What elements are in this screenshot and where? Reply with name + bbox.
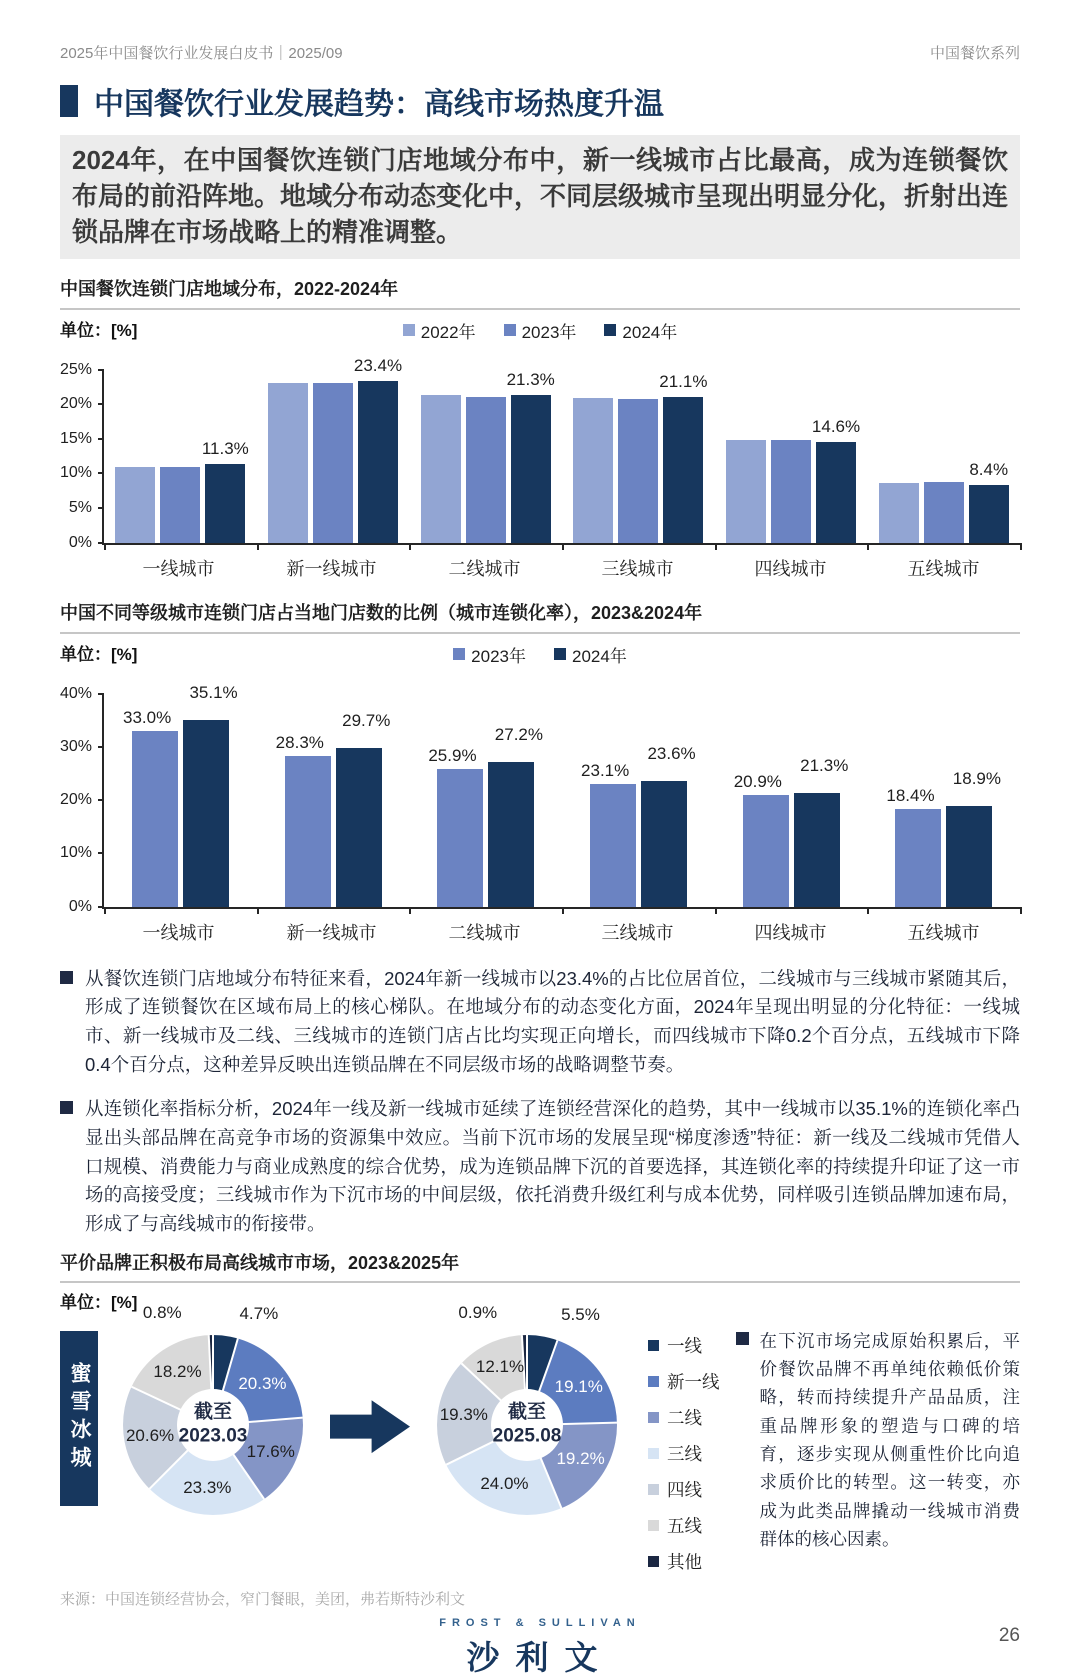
x-axis-tick-mark bbox=[104, 907, 106, 914]
pie-slice-label: 5.5% bbox=[561, 1304, 600, 1324]
legend-swatch bbox=[453, 648, 465, 660]
chart2-unit-label: 单位：[%] bbox=[60, 644, 138, 664]
legend-item bbox=[453, 642, 526, 667]
category-label: 新一线城市 bbox=[286, 922, 377, 943]
bar-value-label: 8.4% bbox=[969, 459, 1009, 479]
legend-swatch bbox=[648, 1484, 659, 1495]
bar-value-label: 25.9% bbox=[428, 745, 477, 765]
y-axis-tick-label: 5% bbox=[68, 499, 92, 517]
bar-value-label: 21.1% bbox=[659, 371, 708, 391]
bar-2023年-三线城市 bbox=[618, 399, 658, 542]
x-axis-tick-mark bbox=[409, 543, 411, 550]
pie-slice-label: 18.2% bbox=[153, 1361, 202, 1381]
bar-2022年-新一线城市 bbox=[268, 383, 308, 542]
x-axis-tick-mark bbox=[562, 907, 564, 914]
chart2-unit-row bbox=[60, 640, 1020, 666]
side-note-text: 在下沉市场完成原始积累后，平价餐饮品牌不再单纯依赖低价策略，转而持续提升产品品质，注重品牌形象的塑造与口碑的培育，逐步实现从侧重性价比向追求质价比的转型。这一转变，亦成为此类品牌撬动一线城市消费群体的核心因素。 bbox=[759, 1330, 1020, 1550]
bar-2024年-四线城市 bbox=[811, 416, 861, 543]
y-axis-tick-mark bbox=[98, 403, 104, 405]
legend-item-四线 bbox=[648, 1477, 720, 1502]
bar-group bbox=[715, 694, 868, 907]
donut-center-line: 截至 bbox=[507, 1400, 546, 1422]
category-label: 二线城市 bbox=[448, 922, 521, 943]
bullet-item bbox=[60, 965, 1020, 1080]
x-axis-tick-mark bbox=[1020, 543, 1022, 550]
x-axis-tick-mark bbox=[409, 907, 411, 914]
chart2 bbox=[59, 682, 1020, 915]
bar-value-label: 28.3% bbox=[275, 732, 324, 752]
bar-value-label: 21.3% bbox=[506, 370, 555, 390]
bar-value-label: 23.4% bbox=[353, 355, 403, 375]
bar-2023年-五线城市 bbox=[886, 785, 941, 907]
y-axis-tick-mark bbox=[98, 852, 104, 854]
divider bbox=[60, 632, 1020, 634]
bar-group bbox=[409, 370, 562, 543]
legend-item bbox=[403, 318, 476, 343]
y-axis-tick-mark bbox=[98, 472, 104, 474]
bar-value-label: 18.4% bbox=[886, 785, 935, 805]
bar-value-label: 23.1% bbox=[581, 760, 630, 780]
bar-value-label: 20.9% bbox=[733, 772, 782, 792]
page-header bbox=[60, 42, 1020, 63]
category-label: 二线城市 bbox=[448, 558, 521, 579]
legend-swatch bbox=[504, 324, 516, 336]
bar-group bbox=[104, 682, 257, 907]
bar-2024年-五线城市 bbox=[946, 768, 1002, 907]
legend-item-一线 bbox=[648, 1333, 720, 1358]
bullet-item bbox=[60, 1095, 1020, 1238]
legend-label: 新一线 bbox=[667, 1371, 720, 1392]
donut-center-line: 2023.03 bbox=[178, 1425, 248, 1447]
y-axis-tick-label: 0% bbox=[68, 897, 92, 915]
y-axis-tick-label: 20% bbox=[59, 791, 92, 809]
bar-2024年-四线城市 bbox=[794, 756, 849, 906]
chart3-title: 平价品牌正积极布局高线城市市场，2023&2025年 bbox=[60, 1252, 460, 1273]
bar-2024年-五线城市 bbox=[969, 459, 1009, 543]
legend-swatch bbox=[403, 324, 415, 336]
legend-item bbox=[554, 642, 627, 667]
bar-2022年-三线城市 bbox=[573, 398, 613, 543]
bar-2023年-二线城市 bbox=[428, 745, 483, 907]
bar-2024年-新一线城市 bbox=[353, 355, 403, 543]
category-label: 一线城市 bbox=[142, 558, 215, 579]
bar-group bbox=[867, 370, 1020, 543]
chart1-legend bbox=[60, 318, 1020, 343]
category-label: 新一线城市 bbox=[286, 558, 377, 579]
chart2-category-axis bbox=[102, 919, 1020, 945]
legend-item bbox=[504, 318, 577, 343]
x-axis-tick-mark bbox=[562, 543, 564, 550]
x-axis-tick-mark bbox=[715, 907, 717, 914]
bar-group bbox=[257, 355, 410, 543]
bar-2023年-二线城市 bbox=[466, 397, 506, 543]
category-label: 一线城市 bbox=[142, 922, 215, 943]
legend-swatch bbox=[648, 1520, 659, 1531]
analysis-bullets bbox=[60, 965, 1020, 1239]
divider bbox=[60, 1281, 1020, 1283]
legend-label: 2024年 bbox=[622, 322, 678, 342]
y-axis-tick-label: 10% bbox=[59, 464, 92, 482]
category-label: 五线城市 bbox=[907, 922, 980, 943]
bar-2024年-二线城市 bbox=[488, 724, 543, 907]
chart1-title: 中国餐饮连锁门店地域分布，2022-2024年 bbox=[60, 278, 399, 299]
legend-label: 2023年 bbox=[521, 322, 577, 342]
brand-sidebar: 蜜雪冰城 bbox=[60, 1331, 98, 1506]
donut-center-line: 截至 bbox=[193, 1400, 232, 1422]
x-axis-tick-mark bbox=[257, 543, 259, 550]
x-axis-tick-mark bbox=[867, 543, 869, 550]
chart3-unit-label: 单位：[%] bbox=[60, 1292, 138, 1312]
pie-slice-label: 4.7% bbox=[239, 1304, 279, 1324]
y-axis-tick-mark bbox=[98, 369, 104, 371]
bullet-square-icon bbox=[60, 971, 73, 984]
legend-label: 二线 bbox=[667, 1407, 702, 1428]
legend-swatch bbox=[648, 1412, 659, 1423]
source-line: 来源：中国连锁经营协会，窄门餐眼，美团，弗若斯特沙利文 bbox=[60, 1590, 466, 1608]
chart1-unit-label: 单位：[%] bbox=[60, 320, 138, 340]
legend-label: 2024年 bbox=[572, 646, 627, 666]
pie-slice-label: 23.3% bbox=[183, 1478, 232, 1498]
y-axis-tick-label: 25% bbox=[59, 360, 92, 378]
chart1-category-axis bbox=[102, 555, 1020, 581]
bullet-text: 从连锁化率指标分析，2024年一线及新一线城市延续了连锁经营深化的趋势，其中一线城市以35.1%的连锁化率凸显出头部品牌在高竞争市场的资源集中效应。当前下沉市场的发展呈现“梯度渗透”特征：新一线及二线城市凭借人口规模、消费能力与商业成熟度的综合优势，成为连锁品牌下沉的首要选择，其连锁化率的持续提升印证了这一市场的高接受度；三线城市作为下沉市场的中间层级，依托消费升级红利与成本优势，同样吸引连锁品牌加速布局，形成了与高线城市的衔接带。 bbox=[85, 1098, 1020, 1234]
x-axis-tick-mark bbox=[257, 907, 259, 914]
y-axis-tick-mark bbox=[98, 438, 104, 440]
pie-slice-label: 12.1% bbox=[475, 1356, 525, 1376]
category-label: 四线城市 bbox=[754, 922, 827, 943]
legend-label: 2023年 bbox=[471, 646, 526, 666]
bar-2024年-一线城市 bbox=[183, 682, 238, 907]
legend-swatch bbox=[554, 648, 566, 660]
bullet-square-icon bbox=[60, 1101, 73, 1114]
pie-slice-label: 19.2% bbox=[556, 1449, 605, 1469]
donut-center-line: 2025.08 bbox=[492, 1425, 562, 1447]
pie-slice-label: 24.0% bbox=[480, 1474, 529, 1494]
legend-label: 一线 bbox=[667, 1335, 702, 1356]
bar-group bbox=[867, 694, 1020, 907]
bar-2023年-五线城市 bbox=[924, 482, 964, 543]
bar-2024年-一线城市 bbox=[201, 439, 249, 542]
pie-slice-label: 20.3% bbox=[238, 1374, 287, 1394]
bar-2024年-二线城市 bbox=[506, 370, 555, 542]
x-axis-tick-mark bbox=[867, 907, 869, 914]
bar-value-label: 29.7% bbox=[342, 711, 391, 731]
bar-2024年-三线城市 bbox=[641, 743, 696, 907]
chart1-plot-area bbox=[59, 355, 1020, 551]
page-footer bbox=[60, 1617, 1020, 1679]
pie-slice-label: 0.9% bbox=[458, 1303, 498, 1323]
legend-swatch bbox=[648, 1340, 659, 1351]
intro-highlight: 2024年，在中国餐饮连锁门店地域分布中，新一线城市占比最高，成为连锁餐饮布局的前沿阵地。地域分布动态变化中，不同层级城市呈现出明显分化，折射出连锁品牌在市场战略上的精准调整。 bbox=[60, 135, 1020, 259]
chart1 bbox=[59, 355, 1020, 551]
bar-group bbox=[562, 370, 715, 543]
bar-2024年-三线城市 bbox=[659, 371, 708, 543]
donut-2025 bbox=[412, 1303, 642, 1531]
legend-label: 2022年 bbox=[420, 322, 476, 342]
bar-2024年-新一线城市 bbox=[336, 711, 391, 906]
y-axis-tick-label: 10% bbox=[59, 844, 92, 862]
legend-swatch bbox=[648, 1556, 659, 1567]
legend-label: 五线 bbox=[667, 1515, 702, 1536]
pie-slice-label: 19.3% bbox=[439, 1405, 488, 1425]
x-axis-tick-mark bbox=[715, 543, 717, 550]
legend-item-五线 bbox=[648, 1513, 720, 1538]
bar-2023年-三线城市 bbox=[581, 760, 636, 907]
legend-item-其他 bbox=[648, 1549, 720, 1574]
divider bbox=[60, 308, 1020, 310]
donut-center-label bbox=[493, 1400, 562, 1449]
frost-sullivan-logo: FROST & SULLIVAN bbox=[439, 1616, 641, 1629]
bullet-square-icon bbox=[736, 1332, 749, 1345]
title-marker bbox=[60, 85, 78, 117]
bar-value-label: 11.3% bbox=[201, 439, 249, 459]
chart2-legend bbox=[60, 642, 1020, 667]
bar-value-label: 35.1% bbox=[189, 682, 238, 702]
header-right-text: 中国餐饮系列 bbox=[929, 45, 1020, 62]
chart1-unit-row bbox=[60, 316, 1020, 342]
bar-value-label: 27.2% bbox=[494, 724, 543, 744]
y-axis-tick-label: 30% bbox=[59, 737, 92, 755]
bar-2023年-四线城市 bbox=[771, 440, 811, 542]
donut-2023 bbox=[98, 1303, 328, 1531]
chart3 bbox=[60, 1303, 1020, 1574]
y-axis-tick-label: 20% bbox=[59, 395, 92, 413]
bar-value-label: 23.6% bbox=[647, 743, 696, 763]
bar-value-label: 18.9% bbox=[952, 768, 1002, 788]
legend-item-三线 bbox=[648, 1441, 720, 1466]
y-axis-tick-mark bbox=[98, 799, 104, 801]
bar-value-label: 21.3% bbox=[800, 756, 849, 776]
bar-group bbox=[257, 694, 410, 907]
page-number: 26 bbox=[998, 1624, 1020, 1646]
x-axis-tick-mark bbox=[104, 543, 106, 550]
y-axis-tick-mark bbox=[98, 693, 104, 695]
chart3-legend bbox=[648, 1333, 720, 1574]
bullet-text: 从餐饮连锁门店地域分布特征来看，2024年新一线城市以23.4%的占比位居首位，二线城市与三线城市紧随其后，形成了连锁餐饮在区域布局上的核心梯队。在地域分布的动态变化方面，2024年呈现出明显的分化特征：一线城市、新一线城市及二线、三线城市的连锁门店占比均实现正向增长，而四线城市下降0.2个百分点，五线城市下降0.4个百分点，这种差异反映出连锁品牌在不同层级市场的战略调整节奏。 bbox=[85, 967, 1020, 1075]
bar-2022年-四线城市 bbox=[726, 440, 766, 543]
category-label: 三线城市 bbox=[601, 922, 674, 943]
legend-swatch bbox=[604, 324, 616, 336]
legend-label: 三线 bbox=[667, 1443, 702, 1464]
bar-group bbox=[562, 694, 715, 907]
donut-center-label bbox=[179, 1400, 248, 1449]
bar-2022年-五线城市 bbox=[879, 483, 919, 543]
y-axis-tick-label: 0% bbox=[68, 533, 92, 551]
y-axis-tick-mark bbox=[98, 507, 104, 509]
bar-2022年-二线城市 bbox=[421, 395, 461, 542]
bar-2023年-一线城市 bbox=[160, 467, 200, 543]
bar-2023年-四线城市 bbox=[733, 772, 789, 906]
pie-slice-label: 19.1% bbox=[554, 1377, 603, 1397]
pie-slice-label: 17.6% bbox=[246, 1442, 295, 1462]
bar-value-label: 14.6% bbox=[811, 416, 861, 436]
bar-group bbox=[409, 694, 562, 907]
bar-group bbox=[715, 370, 868, 543]
right-arrow-icon bbox=[330, 1397, 410, 1457]
shalewen-logo: 沙利文 bbox=[466, 1638, 614, 1676]
chart2-title: 中国不同等级城市连锁门店占当地门店数的比例（城市连锁化率），2023&2024年 bbox=[60, 602, 703, 623]
chart2-plot-area bbox=[59, 682, 1020, 915]
legend-label: 其他 bbox=[667, 1551, 702, 1572]
side-note bbox=[736, 1327, 1021, 1554]
bar-2023年-新一线城市 bbox=[313, 383, 353, 542]
bar-value-label: 33.0% bbox=[123, 707, 172, 727]
title-row bbox=[60, 79, 1020, 123]
header-left-text: 2025年中国餐饮行业发展白皮书｜2025/09 bbox=[60, 45, 343, 62]
x-axis-tick-mark bbox=[1020, 907, 1022, 914]
category-label: 四线城市 bbox=[754, 558, 827, 579]
pie-slice-label: 20.6% bbox=[125, 1425, 175, 1445]
y-axis-tick-mark bbox=[98, 746, 104, 748]
legend-item-新一线 bbox=[648, 1369, 720, 1394]
legend-swatch bbox=[648, 1376, 659, 1387]
bar-group bbox=[104, 370, 257, 543]
y-axis-tick-label: 15% bbox=[59, 429, 92, 447]
legend-swatch bbox=[648, 1448, 659, 1459]
legend-label: 四线 bbox=[667, 1479, 702, 1500]
bar-2022年-一线城市 bbox=[115, 467, 155, 542]
legend-item bbox=[604, 318, 677, 343]
page-title: 中国餐饮行业发展趋势：高线市场热度升温 bbox=[94, 88, 664, 121]
bar-2023年-一线城市 bbox=[123, 707, 178, 907]
bar-2023年-新一线城市 bbox=[275, 732, 331, 907]
category-label: 五线城市 bbox=[907, 558, 980, 579]
legend-item-二线 bbox=[648, 1405, 720, 1430]
y-axis-tick-label: 40% bbox=[59, 684, 92, 702]
pie-slice-label: 0.8% bbox=[142, 1303, 182, 1323]
category-label: 三线城市 bbox=[601, 558, 674, 579]
